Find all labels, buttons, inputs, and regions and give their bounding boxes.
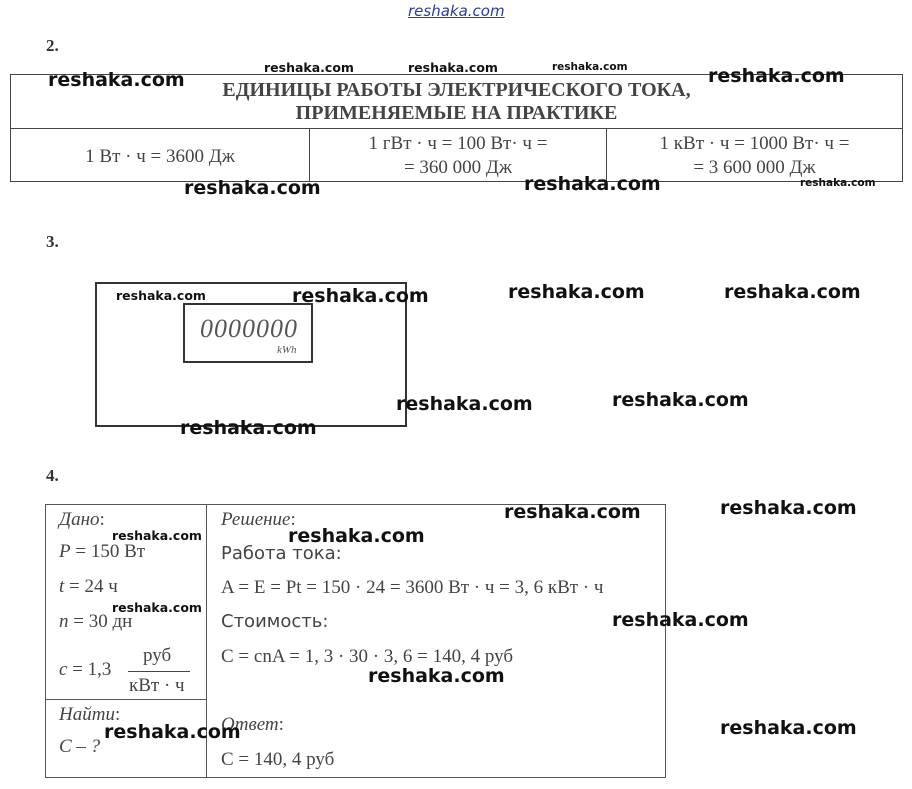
watermark: reshaka.com	[408, 60, 498, 75]
watermark: reshaka.com	[724, 281, 861, 303]
work-label: Работа тока:	[221, 543, 342, 564]
section-number-4: 4.	[46, 466, 59, 485]
cost-label: Стоимость:	[221, 611, 329, 632]
units-table-cell-hwh-line2: = 360 000 Дж	[403, 157, 513, 178]
work-formula: A = E = Pt = 150 · 24 = 3600 Вт · ч = 3, 6 кВт · ч	[221, 577, 604, 598]
section-number-3: 3.	[46, 232, 59, 251]
solution-heading	[221, 509, 296, 531]
electric-meter-reading: 0000000	[200, 314, 298, 343]
watermark: reshaka.com	[116, 288, 206, 303]
watermark: reshaka.com	[720, 497, 857, 519]
site-link-top[interactable]: reshaka.com	[408, 2, 505, 20]
given-tariff-symbol: c	[59, 659, 68, 680]
units-table-header-line1: ЕДИНИЦЫ РАБОТЫ ЭЛЕКТРИЧЕСКОГО ТОКА,	[222, 79, 691, 101]
watermark: reshaka.com	[184, 177, 321, 199]
given-time	[59, 576, 118, 598]
given-days-symbol: n	[59, 611, 69, 632]
watermark: reshaka.com	[552, 61, 628, 73]
watermark: reshaka.com	[504, 501, 641, 523]
given-title: Дано	[59, 509, 100, 530]
given-heading	[59, 509, 105, 531]
given-tariff	[59, 659, 111, 681]
watermark: reshaka.com	[180, 417, 317, 439]
units-table-cell-kwh-line1: 1 кВт · ч = 1000 Вт· ч =	[659, 133, 850, 154]
units-table-header-line2: ПРИМЕНЯЕМЫЕ НА ПРАКТИКЕ	[295, 102, 618, 124]
watermark: reshaka.com	[720, 717, 857, 739]
find-colon: :	[114, 704, 121, 725]
tariff-fraction-numerator: руб	[143, 645, 172, 666]
watermark: reshaka.com	[612, 609, 749, 631]
watermark: reshaka.com	[292, 285, 429, 307]
watermark: reshaka.com	[48, 69, 185, 91]
answer-title: Ответ	[221, 714, 279, 735]
given-days-value: = 30 дн	[68, 611, 133, 632]
watermark: reshaka.com	[508, 281, 645, 303]
section-number-2: 2.	[46, 36, 59, 55]
tariff-fraction-bar	[128, 671, 190, 672]
watermark: reshaka.com	[368, 665, 505, 687]
cost-formula: C = cnA = 1, 3 · 30 · 3, 6 = 140, 4 руб	[221, 646, 513, 667]
watermark: reshaka.com	[288, 525, 425, 547]
watermark: reshaka.com	[800, 177, 876, 189]
given-colon: :	[99, 509, 105, 530]
answer-colon: :	[278, 714, 284, 735]
watermark: reshaka.com	[104, 721, 241, 743]
given-time-symbol: t	[59, 576, 65, 597]
given-time-value: = 24 ч	[64, 576, 118, 597]
solution-colon: :	[290, 509, 296, 530]
watermark: reshaka.com	[264, 60, 354, 75]
units-table-cell-wh-text: 1 Вт · ч = 3600 Дж	[85, 146, 235, 167]
units-table-cell-hwh-line1: 1 гВт · ч = 100 Вт· ч =	[368, 133, 548, 154]
find-title: Найти	[59, 704, 115, 725]
answer-formula: C = 140, 4 руб	[221, 749, 335, 770]
problem-table-divider-horizontal	[45, 699, 207, 700]
find-expression: C – ?	[59, 736, 101, 757]
given-power	[59, 541, 145, 563]
units-table-cell-kwh-line2: = 3 600 000 Дж	[693, 157, 816, 178]
watermark: reshaka.com	[612, 389, 749, 411]
electric-meter-unit: kWh	[277, 344, 297, 356]
watermark: reshaka.com	[112, 528, 202, 543]
watermark: reshaka.com	[112, 600, 202, 615]
given-tariff-value: = 1,3	[67, 659, 112, 680]
watermark: reshaka.com	[708, 65, 845, 87]
watermark: reshaka.com	[524, 173, 661, 195]
solution-title: Решение	[221, 509, 291, 530]
tariff-fraction-denominator: кВт · ч	[129, 675, 185, 696]
watermark: reshaka.com	[396, 393, 533, 415]
given-power-value: = 150 Вт	[70, 541, 146, 562]
given-power-symbol: P	[59, 541, 71, 562]
units-table-cell-wh	[11, 129, 310, 181]
